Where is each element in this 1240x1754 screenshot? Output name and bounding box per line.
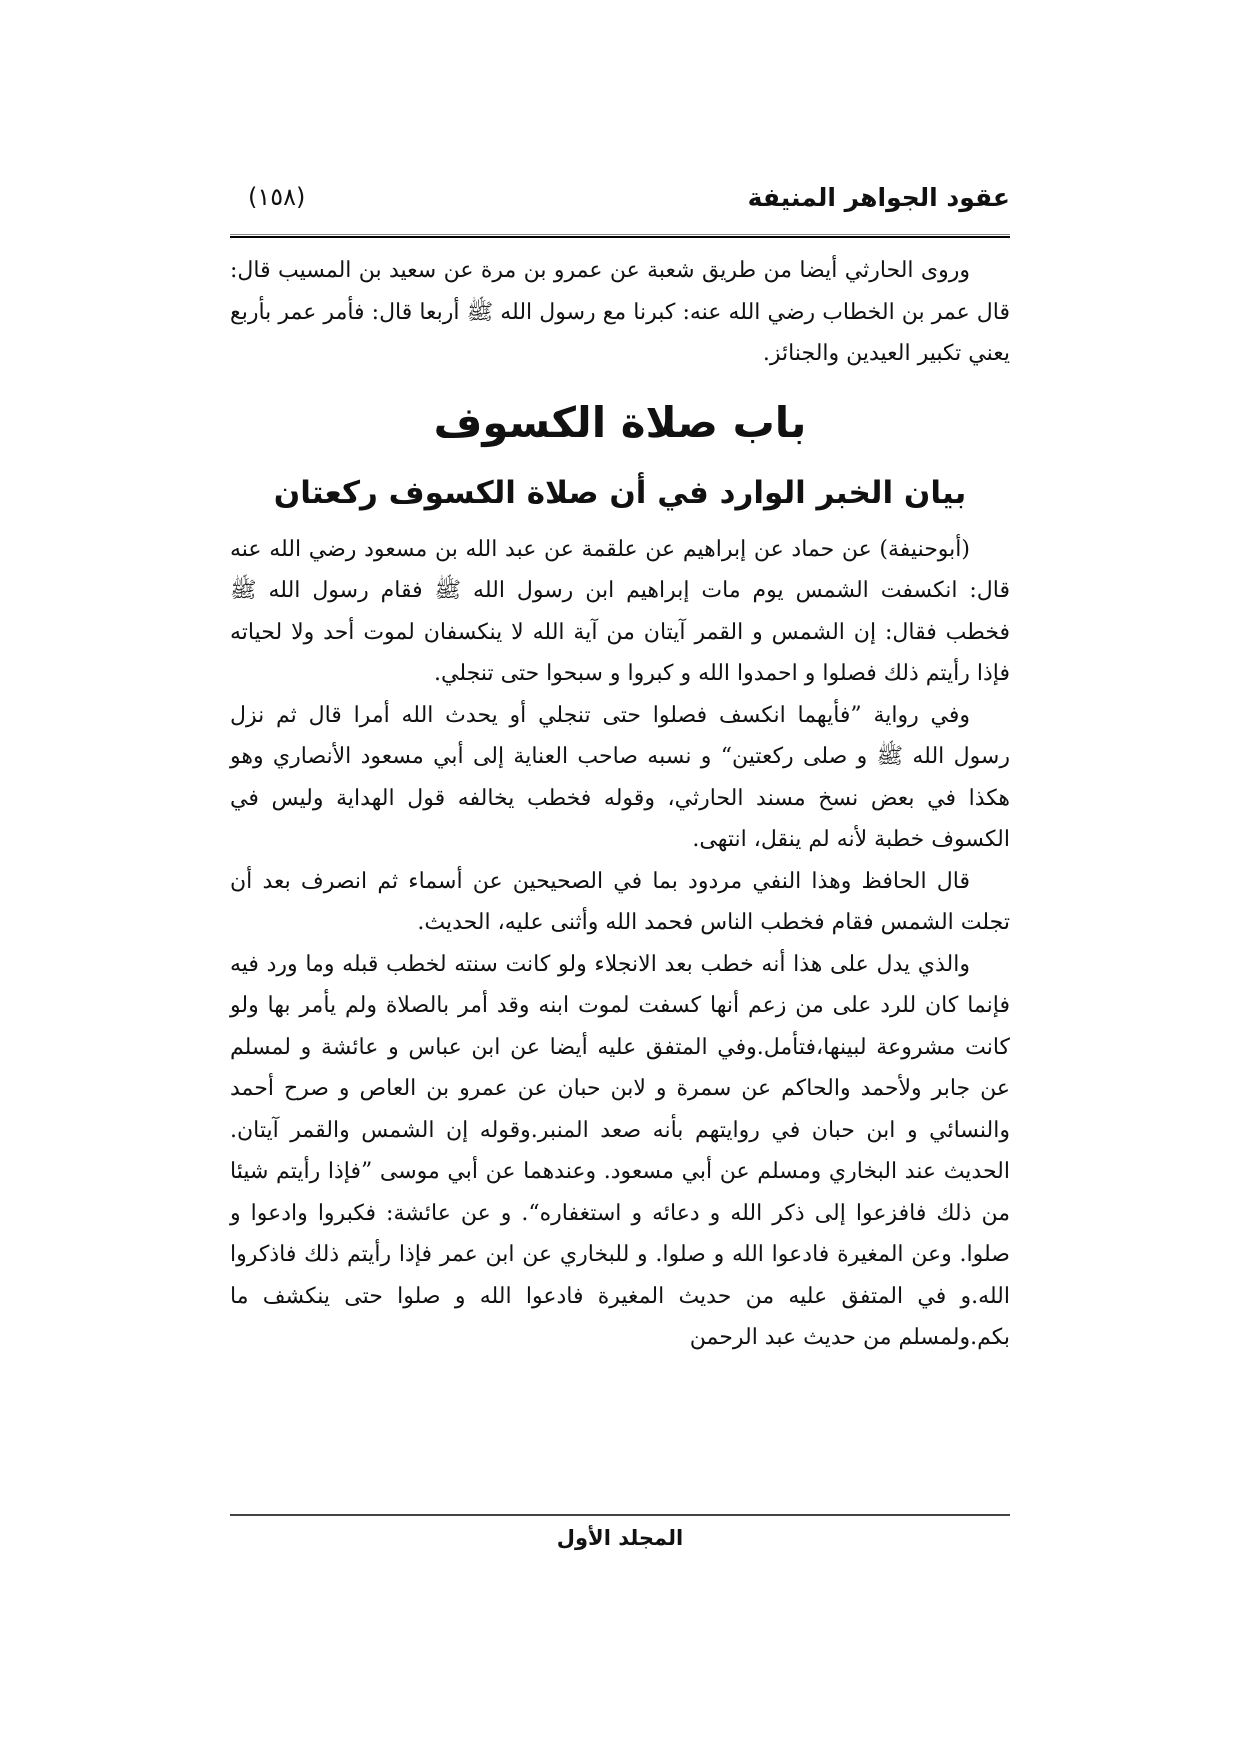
chapter-title: باب صلاة الكسوف bbox=[433, 397, 807, 447]
header-double-rule bbox=[230, 234, 1010, 238]
paragraph: والذي يدل على هذا أنه خطب بعد الانجلاء ولو كانت سنته لخطب قبله وما ورد فيه فإنما كان للرد على من زعم أنها كسفت لموت ابنه وقد أمر بالصلاة ولم يأمر بها ولو كانت مشروعة لبينها،فتأمل.وفي المتفق عليه أيضا عن ابن عباس و عائشة و لمسلم عن جابر ولأحمد والحاكم عن سمرة و لابن حبان عن عمرو بن العاص و صرح أحمد والنسائي و ابن حبان في روايتهم بأنه صعد المنبر.وقوله إن الشمس والقمر آيتان. الحديث عند البخاري ومسلم عن أبي مسعود. وعندهما عن أبي موسى ”فإذا رأيتم شيئا من ذلك فافزعوا إلى ذكر الله و دعائه و استغفاره“. و عن عائشة: فكبروا وادعوا و صلوا. وعن المغيرة فادعوا الله و صلوا. و للبخاري عن ابن عمر فإذا رأيتم ذلك فاذكروا الله.و في المتفق عليه من حديث المغيرة فادعوا الله و صلوا حتى ينكشف ما بكم.ولمسلم من حديث عبد الرحمن bbox=[230, 951, 1010, 1350]
body-text bbox=[230, 250, 1010, 1359]
book-page bbox=[230, 0, 1010, 1754]
section-title: بيان الخبر الوارد في أن صلاة الكسوف ركعتان bbox=[273, 474, 967, 511]
paragraph: قال الحافظ وهذا النفي مردود بما في الصحيحين عن أسماء ثم انصرف بعد أن تجلت الشمس فقام فخطب الناس فحمد الله وأثنى عليه، الحديث. bbox=[230, 868, 1010, 935]
footer-rule bbox=[230, 1514, 1010, 1516]
paragraph: (أبوحنيفة) عن حماد عن إبراهيم عن علقمة عن عبد الله بن مسعود رضي الله عنه قال: انكسفت الشمس يوم مات إبراهيم ابن رسول الله ﷺ فقام رسول الله ﷺ فخطب فقال: إن الشمس و القمر آيتان من آية الله لا ينكسفان لموت أحد ولا لحياته فإذا رأيتم ذلك فصلوا و احمدوا الله و كبروا و سبحوا حتى تنجلي. bbox=[230, 536, 1011, 686]
paragraph: وفي رواية ”فأيهما انكسف فصلوا حتى تنجلي أو يحدث الله أمرا قال ثم نزل رسول الله ﷺ و صلى ركعتين“ و نسبه صاحب العناية إلى أبي مسعود الأنصاري وهو هكذا في بعض نسخ مسند الحارثي، وقوله فخطب يخالفه قول الهداية وليس في الكسوف خطبة لأنه لم ينقل، انتهى. bbox=[230, 702, 1010, 852]
book-title: عقود الجواهر المنيفة bbox=[747, 183, 1010, 212]
volume-label: المجلد الأول bbox=[556, 1526, 684, 1550]
page-number: (١٥٨) bbox=[248, 183, 306, 211]
running-header bbox=[230, 183, 1010, 223]
intro-paragraph: وروى الحارثي أيضا من طريق شعبة عن عمرو بن مرة عن سعيد بن المسيب قال: قال عمر بن الخطاب رضي الله عنه: كبرنا مع رسول الله ﷺ أربعا قال: فأمر عمر بأربع يعني تكبير العيدين والجنائز. bbox=[230, 258, 1010, 366]
